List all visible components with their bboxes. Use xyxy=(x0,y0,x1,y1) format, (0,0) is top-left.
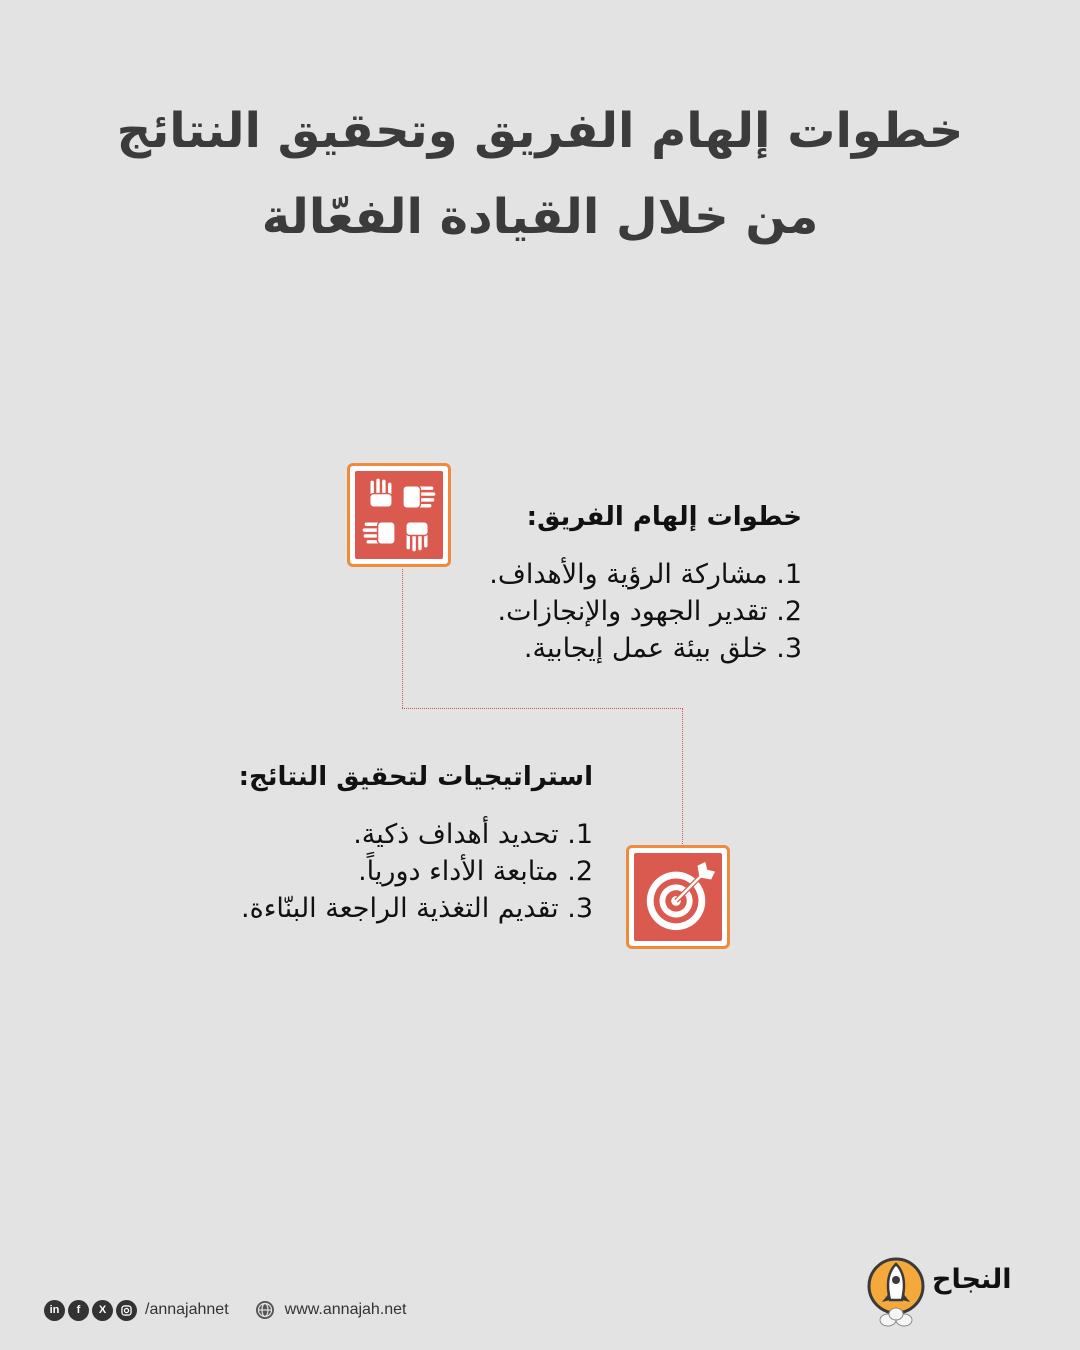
target-arrow-icon xyxy=(639,858,717,936)
connector-horizontal xyxy=(402,708,683,709)
social-handle[interactable]: /annajahnet xyxy=(145,1301,229,1318)
linkedin-icon[interactable]: in xyxy=(44,1300,65,1321)
teamwork-icon-box xyxy=(347,463,451,567)
facebook-icon[interactable]: f xyxy=(68,1300,89,1321)
list-item: 3. تقديم التغذية الراجعة البنّاءة. xyxy=(241,893,593,924)
target-icon-box xyxy=(626,845,730,949)
connector-vertical-2 xyxy=(682,708,683,846)
list-item: 1. مشاركة الرؤية والأهداف. xyxy=(489,559,802,590)
website-link[interactable]: www.annajah.net xyxy=(284,1301,407,1318)
social-links xyxy=(44,1300,137,1321)
page-title xyxy=(60,88,1020,260)
brand-logo xyxy=(866,1256,1016,1336)
globe-icon xyxy=(255,1300,275,1320)
section-heading: استراتيجيات لتحقيق النتائج: xyxy=(238,762,593,792)
list-item: 2. تقدير الجهود والإنجازات. xyxy=(497,596,802,627)
section-inspire-team xyxy=(489,500,802,667)
section-heading: خطوات إلهام الفريق: xyxy=(526,502,802,532)
logo-text: النجاح xyxy=(932,1264,1012,1295)
section-achieve-results xyxy=(239,760,593,927)
list-item: 2. متابعة الأداء دورياً. xyxy=(358,856,593,887)
instagram-icon[interactable] xyxy=(116,1300,137,1321)
list-item: 3. خلق بيئة عمل إيجابية. xyxy=(523,633,802,664)
rocket-icon xyxy=(866,1256,928,1332)
list-item: 1. تحديد أهداف ذكية. xyxy=(353,819,593,850)
connector-vertical-1 xyxy=(402,569,403,708)
hands-teamwork-icon xyxy=(360,476,438,554)
x-icon[interactable]: X xyxy=(92,1300,113,1321)
title-line-1: خطوات إلهام الفريق وتحقيق النتائج xyxy=(116,103,964,159)
strategies-list xyxy=(239,816,593,927)
steps-list xyxy=(489,556,802,667)
footer xyxy=(44,1296,407,1324)
title-line-2: من خلال القيادة الفعّالة xyxy=(261,189,819,245)
